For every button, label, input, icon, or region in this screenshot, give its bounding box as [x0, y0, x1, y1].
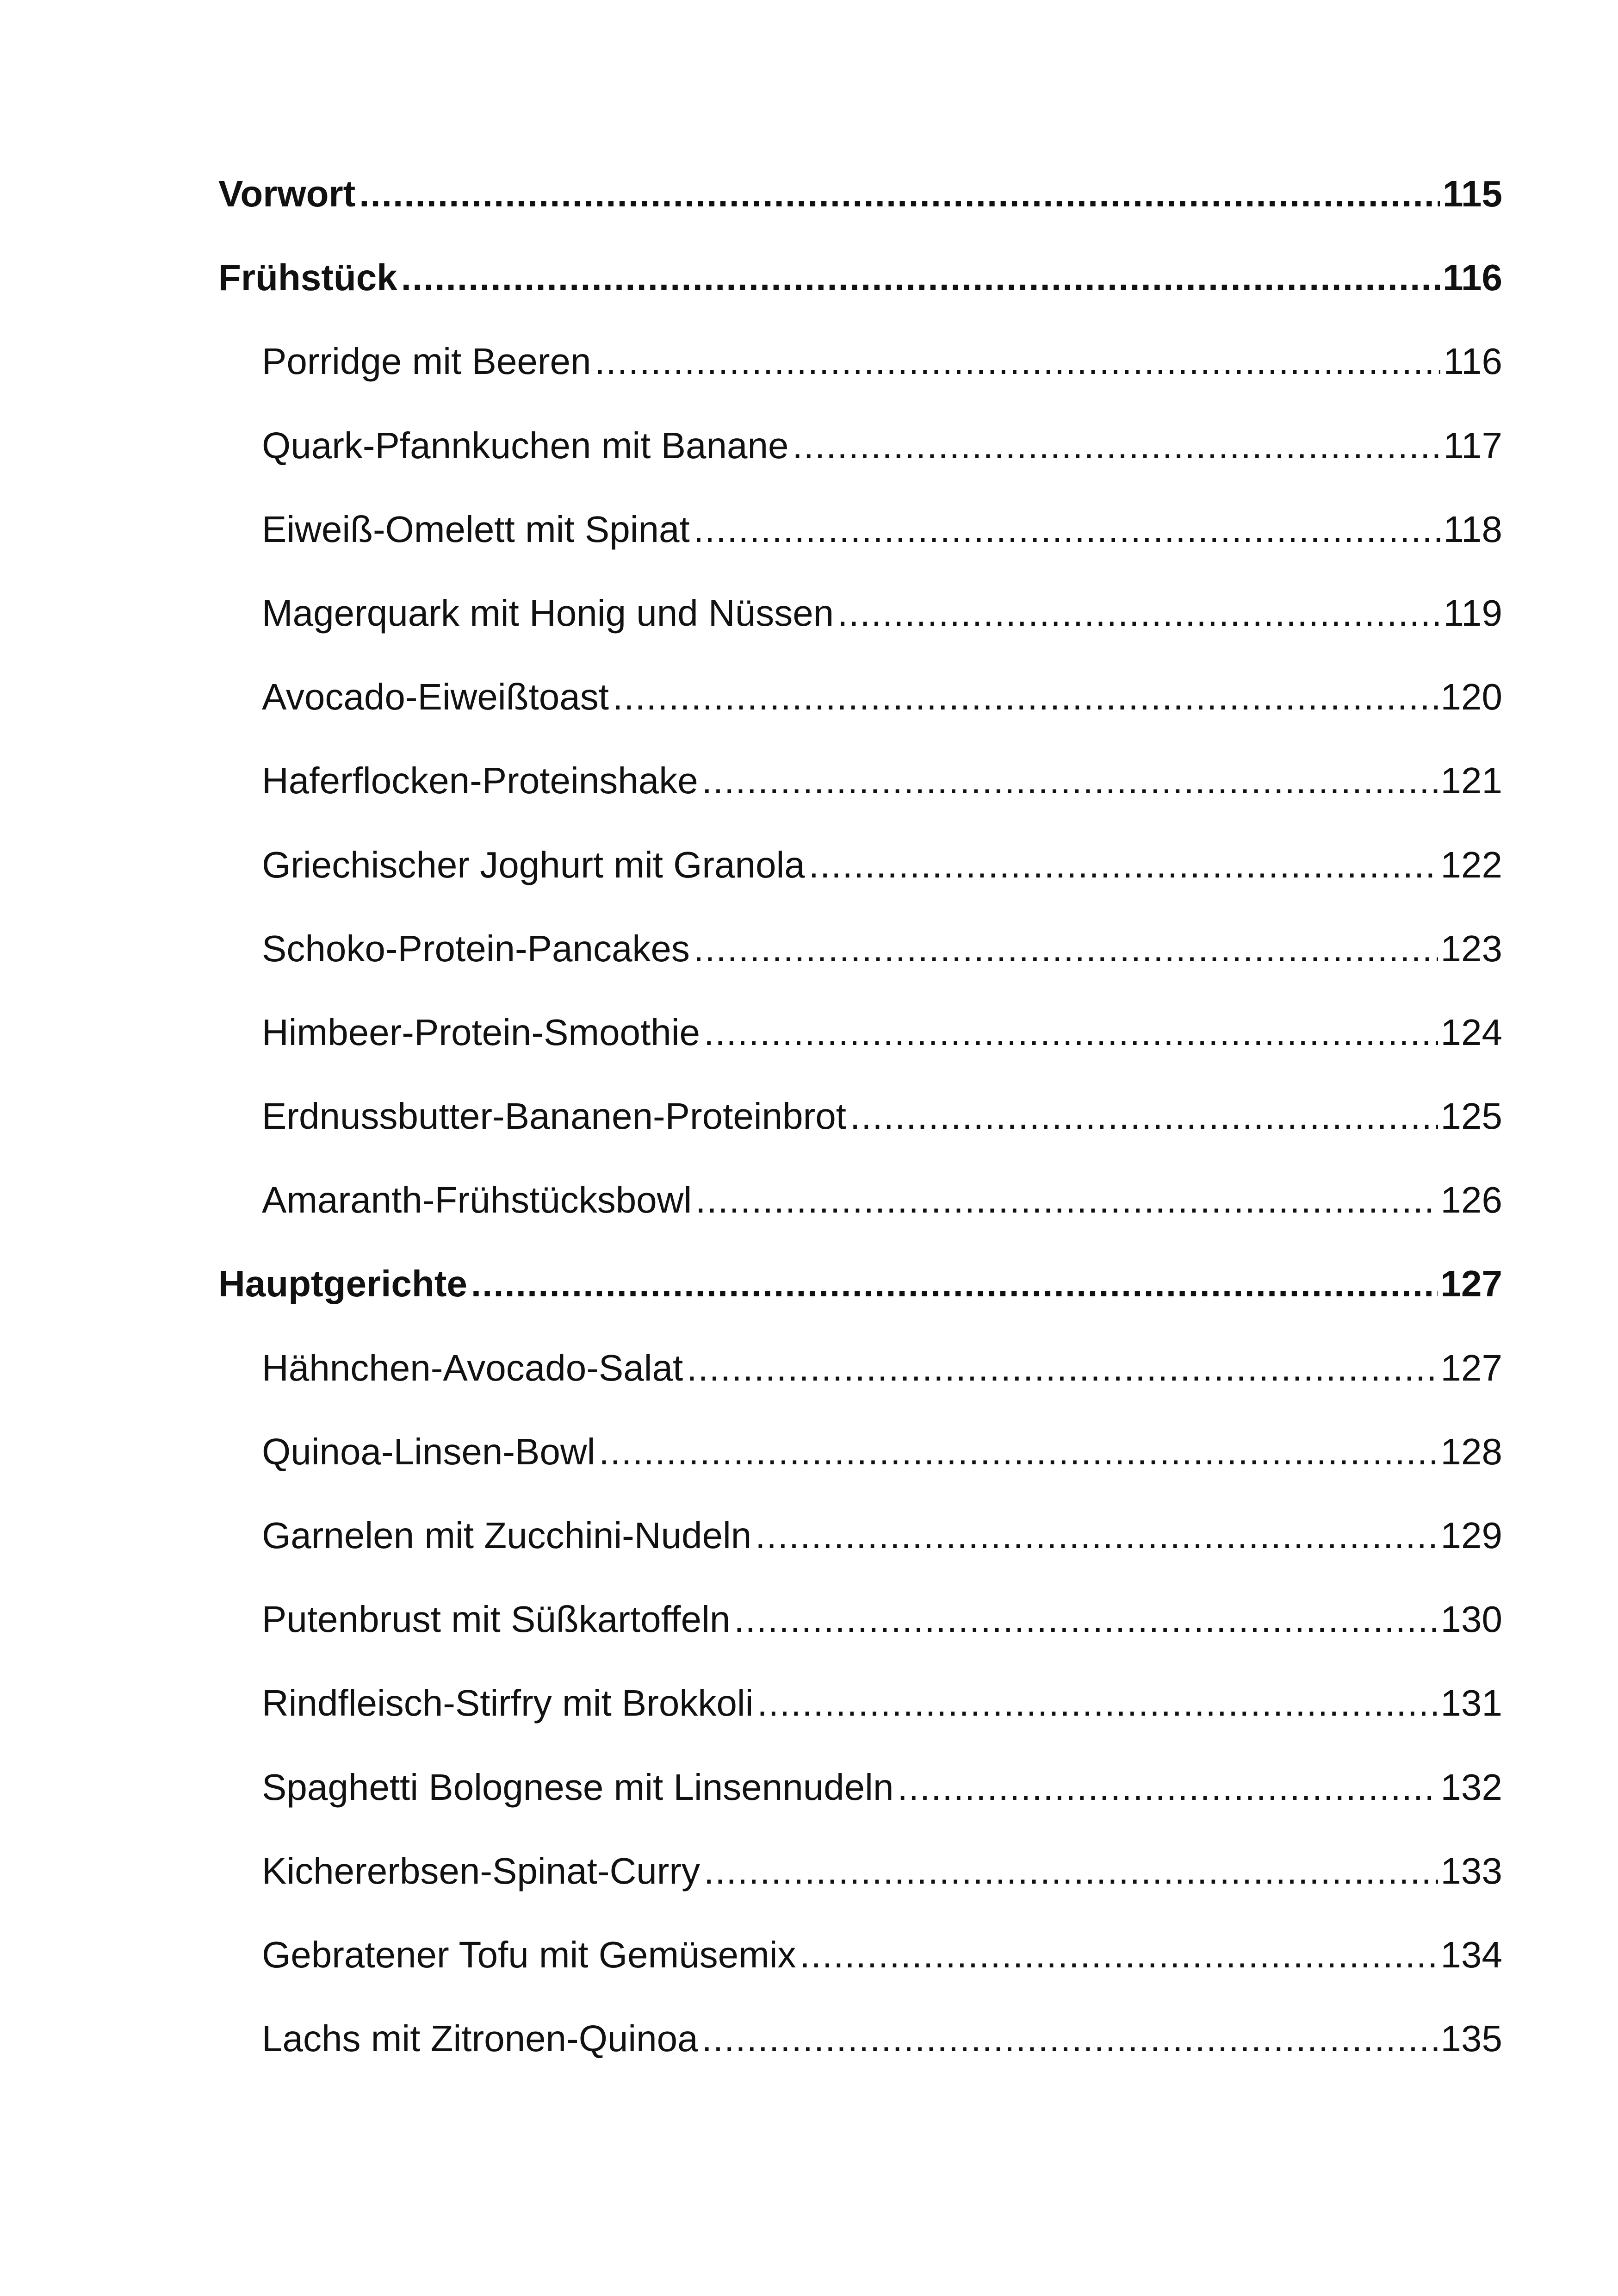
toc-entry-title: Spaghetti Bolognese mit Linsennudeln — [262, 1766, 894, 1808]
toc-entry-title: Rindfleisch-Stirfry mit Brokkoli — [262, 1682, 754, 1724]
toc-entry-page-number: 118 — [1443, 508, 1502, 550]
toc-entry-kichererbsen-spinat-curry[interactable] — [218, 1829, 1502, 1913]
toc-entry-gebratener-tofu[interactable] — [218, 1913, 1502, 1997]
toc-entry-page-number: 130 — [1440, 1599, 1502, 1640]
toc-entry-title: Gebratener Tofu mit Gemüsemix — [262, 1934, 796, 1975]
toc-entry-vorwort[interactable] — [218, 152, 1502, 236]
toc-entry-porridge[interactable] — [218, 319, 1502, 403]
toc-entry-title: Magerquark mit Honig und Nüssen — [262, 592, 834, 634]
toc-entry-title: Haferflocken-Proteinshake — [262, 760, 698, 802]
toc-entry-page-number: 119 — [1443, 592, 1502, 634]
toc-entry-title: Himbeer-Protein-Smoothie — [262, 1011, 701, 1053]
toc-entry-page-number: 123 — [1440, 927, 1502, 969]
toc-entry-page-number: 127 — [1440, 1347, 1502, 1388]
toc-entry-putenbrust-suesskartoffeln[interactable] — [218, 1577, 1502, 1661]
toc-entry-title: Eiweiß-Omelett mit Spinat — [262, 508, 690, 550]
toc-entry-page-number: 132 — [1440, 1766, 1502, 1808]
toc-entry-rindfleisch-stirfry[interactable] — [218, 1661, 1502, 1745]
dot-leader — [702, 739, 1438, 822]
toc-entry-title: Erdnussbutter-Bananen-Proteinbrot — [262, 1095, 846, 1137]
toc-entry-fruehstueck[interactable] — [218, 236, 1502, 319]
toc-entry-haehnchen-avocado-salat[interactable] — [218, 1326, 1502, 1410]
toc-entry-page-number: 133 — [1440, 1850, 1502, 1892]
toc-entry-page-number: 131 — [1440, 1682, 1502, 1724]
dot-leader — [757, 1661, 1438, 1745]
toc-entry-page-number: 116 — [1442, 257, 1502, 299]
toc-entry-title: Frühstück — [218, 257, 397, 299]
toc-entry-schoko-protein-pancakes[interactable] — [218, 907, 1502, 990]
dot-leader — [809, 823, 1438, 907]
toc-entry-page-number: 135 — [1440, 2018, 1502, 2060]
toc-entry-eiweiss-omelett[interactable] — [218, 487, 1502, 571]
toc-entry-title: Schoko-Protein-Pancakes — [262, 927, 690, 969]
dot-leader — [694, 907, 1438, 990]
dot-leader — [704, 990, 1438, 1074]
toc-entry-title: Hauptgerichte — [218, 1263, 467, 1305]
toc-entry-title: Porridge mit Beeren — [262, 341, 591, 382]
dot-leader — [702, 1997, 1438, 2080]
toc-entry-page-number: 121 — [1440, 760, 1502, 802]
dot-leader — [694, 487, 1441, 571]
dot-leader — [695, 1158, 1438, 1242]
toc-entry-page-number: 127 — [1440, 1263, 1502, 1305]
toc-entry-title: Amaranth-Frühstücksbowl — [262, 1179, 692, 1221]
toc-entry-page-number: 125 — [1440, 1095, 1502, 1137]
toc-entry-page-number: 134 — [1440, 1934, 1502, 1975]
toc-entry-title: Putenbrust mit Süßkartoffeln — [262, 1599, 731, 1640]
toc-entry-page-number: 126 — [1440, 1179, 1502, 1221]
dot-leader — [595, 319, 1440, 403]
dot-leader — [850, 1074, 1438, 1158]
toc-entry-page-number: 120 — [1440, 676, 1502, 718]
dot-leader — [613, 655, 1438, 739]
toc-entry-page-number: 129 — [1440, 1515, 1502, 1556]
toc-entry-page-number: 115 — [1442, 173, 1502, 214]
toc-entry-title: Griechischer Joghurt mit Granola — [262, 844, 805, 885]
dot-leader — [800, 1913, 1438, 1997]
dot-leader — [837, 571, 1440, 655]
toc-entry-garnelen-zucchini-nudeln[interactable] — [218, 1493, 1502, 1577]
toc-entry-lachs-zitronen-quinoa[interactable] — [218, 1997, 1502, 2080]
toc-entry-title: Garnelen mit Zucchini-Nudeln — [262, 1515, 752, 1556]
toc-entry-spaghetti-bolognese[interactable] — [218, 1745, 1502, 1829]
dot-leader — [471, 1242, 1438, 1325]
toc-entry-title: Hähnchen-Avocado-Salat — [262, 1347, 683, 1388]
dot-leader — [897, 1745, 1438, 1829]
dot-leader — [704, 1829, 1438, 1913]
toc-entry-hauptgerichte[interactable] — [218, 1242, 1502, 1325]
toc-entry-title: Kichererbsen-Spinat-Curry — [262, 1850, 701, 1892]
toc-entry-amaranth-fruehstuecksbowl[interactable] — [218, 1158, 1502, 1242]
dot-leader — [792, 404, 1440, 487]
toc-entry-title: Vorwort — [218, 173, 356, 214]
toc-entry-griechischer-joghurt[interactable] — [218, 823, 1502, 907]
toc-entry-page-number: 116 — [1443, 341, 1502, 382]
toc-entry-page-number: 122 — [1440, 844, 1502, 885]
toc-entry-avocado-eiweisstoast[interactable] — [218, 655, 1502, 739]
toc-entry-title: Quinoa-Linsen-Bowl — [262, 1431, 595, 1472]
dot-leader — [401, 236, 1440, 319]
toc-entry-haferflocken-proteinshake[interactable] — [218, 739, 1502, 822]
toc-entry-title: Avocado-Eiweißtoast — [262, 676, 609, 718]
dot-leader — [687, 1326, 1438, 1410]
dot-leader — [755, 1493, 1438, 1577]
toc-entry-title: Quark-Pfannkuchen mit Banane — [262, 424, 789, 466]
toc-entry-quinoa-linsen-bowl[interactable] — [218, 1410, 1502, 1493]
table-of-contents — [218, 152, 1502, 2080]
toc-entry-quark-pfannkuchen[interactable] — [218, 404, 1502, 487]
dot-leader — [734, 1577, 1438, 1661]
dot-leader — [359, 152, 1440, 236]
toc-entry-himbeer-protein-smoothie[interactable] — [218, 990, 1502, 1074]
toc-entry-page-number: 124 — [1440, 1011, 1502, 1053]
toc-entry-page-number: 128 — [1440, 1431, 1502, 1472]
toc-entry-title: Lachs mit Zitronen-Quinoa — [262, 2018, 698, 2060]
toc-entry-erdnussbutter-proteinbrot[interactable] — [218, 1074, 1502, 1158]
toc-entry-page-number: 117 — [1443, 424, 1502, 466]
dot-leader — [599, 1410, 1438, 1493]
toc-entry-magerquark[interactable] — [218, 571, 1502, 655]
